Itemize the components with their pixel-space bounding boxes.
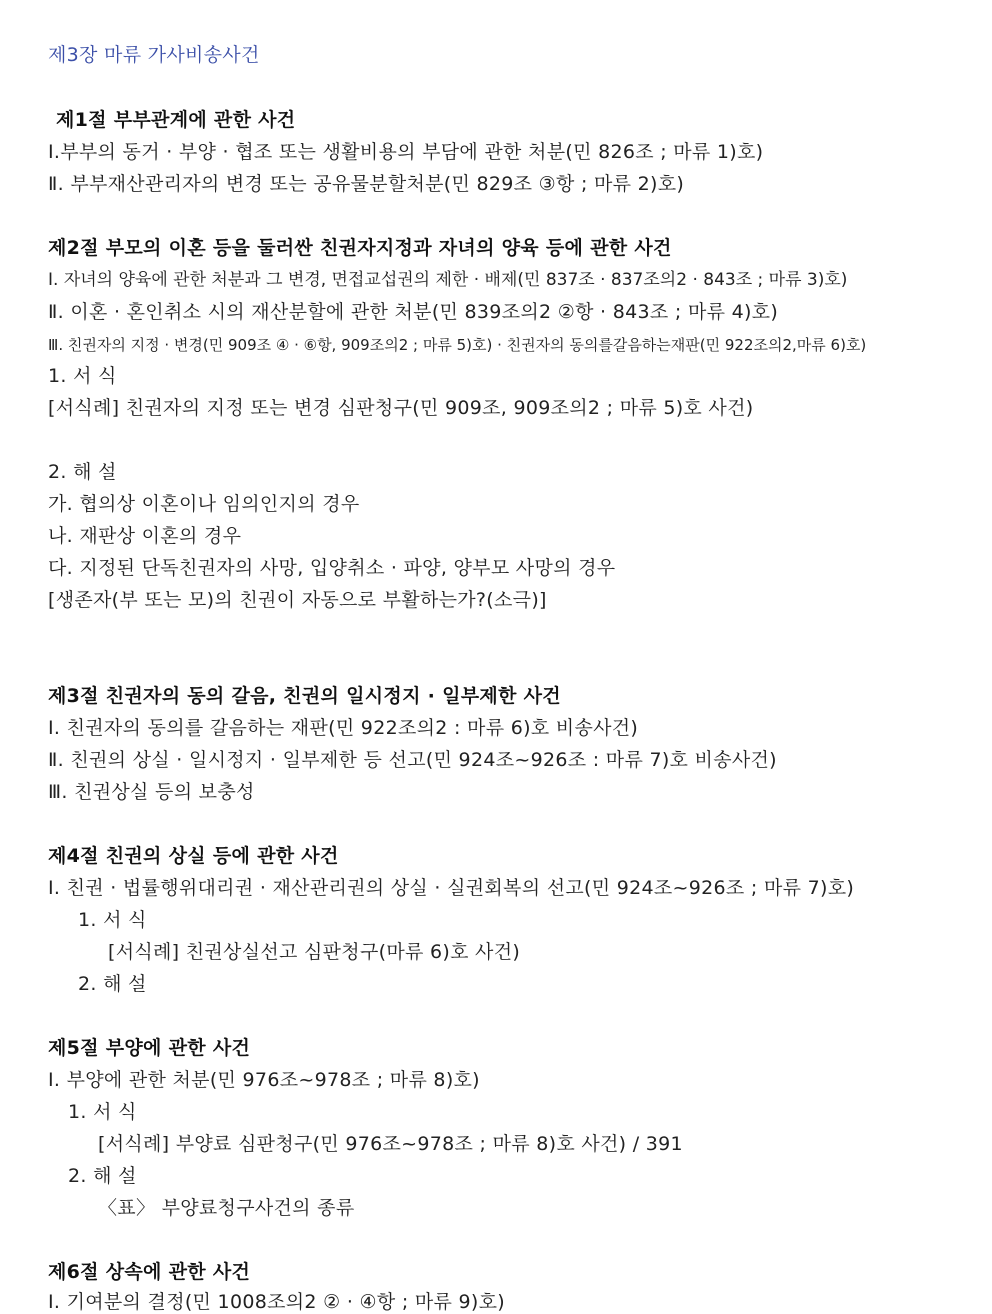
list-item: Ⅰ. 자녀의 양육에 관한 처분과 그 변경, 면접교섭권의 제한 · 배제(민 837조 · 837조의2 · 843조 ; 마류 3)호) (48, 270, 848, 290)
list-item: Ⅱ. 이혼 · 혼인취소 시의 재산분할에 관한 처분(민 839조의2 ②항 · 843조 ; 마류 4)호) (48, 301, 779, 323)
list-item: Ⅰ. 부양에 관한 처분(민 976조~978조 ; 마류 8)호) (48, 1069, 480, 1091)
section-title-4: 제4절 친권의 상실 등에 관한 사건 (48, 845, 339, 867)
list-item: Ⅰ.부부의 동거 · 부양 · 협조 또는 생활비용의 부담에 관한 처분(민 826조 ; 마류 1)호) (48, 141, 764, 163)
list-item: Ⅲ. 친권상실 등의 보충성 (48, 781, 255, 803)
list-item: Ⅰ. 친권자의 동의를 갈음하는 재판(민 922조의2 : 마류 6)호 비송사건) (48, 717, 639, 739)
list-item: Ⅱ. 친권의 상실 · 일시정지 · 일부제한 등 선고(민 924조~926조 : 마류 7)호 비송사건) (48, 749, 777, 771)
list-item: Ⅲ. 친권자의 지정 · 변경(민 909조 ④ · ⑥항, 909조의2 ; 마류 5)호) · 친권자의 동의를갈음하는재판(민 922조의2,마류 6)호) (48, 336, 867, 354)
list-item: Ⅰ. 기여분의 결정(민 1008조의2 ② · ④항 ; 마류 9)호) (48, 1291, 505, 1313)
section-title-5: 제5절 부양에 관한 사건 (48, 1037, 251, 1059)
subheading: 2. 해 설 (68, 1165, 137, 1187)
list-item: Ⅱ. 부부재산관리자의 변경 또는 공유물분할처분(민 829조 ③항 ; 마류 2)호) (48, 173, 685, 195)
section-title-6: 제6절 상속에 관한 사건 (48, 1261, 251, 1283)
list-item: 가. 협의상 이혼이나 임의인지의 경우 (48, 493, 360, 515)
section-title-3: 제3절 친권자의 동의 갈음, 친권의 일시정지 · 일부제한 사건 (48, 685, 561, 707)
subheading: 1. 서 식 (78, 909, 147, 931)
section-title-1: 제1절 부부관계에 관한 사건 (56, 109, 296, 131)
form-example: [서식례] 친권상실선고 심판청구(마류 6)호 사건) (108, 941, 521, 963)
form-example: [서식례] 부양료 심판청구(민 976조~978조 ; 마류 8)호 사건) / 391 (98, 1133, 683, 1155)
subheading: 1. 서 식 (68, 1101, 137, 1123)
list-item: Ⅰ. 친권 · 법률행위대리권 · 재산관리권의 상실 · 실권회복의 선고(민 924조~926조 ; 마류 7)호) (48, 877, 855, 899)
section-title-2: 제2절 부모의 이혼 등을 둘러싼 친권자지정과 자녀의 양육 등에 관한 사건 (48, 237, 672, 259)
table-reference: 〈표〉 부양료청구사건의 종류 (98, 1197, 355, 1219)
subheading: 1. 서 식 (48, 365, 117, 387)
list-item: [생존자(부 또는 모)의 친권이 자동으로 부활하는가?(소극)] (48, 589, 547, 611)
chapter-title: 제3장 마류 가사비송사건 (48, 44, 260, 66)
subheading: 2. 해 설 (78, 973, 147, 995)
subheading: 2. 해 설 (48, 461, 117, 483)
form-example: [서식례] 친권자의 지정 또는 변경 심판청구(민 909조, 909조의2 ; 마류 5)호 사건) (48, 397, 754, 419)
list-item: 다. 지정된 단독친권자의 사망, 입양취소 · 파양, 양부모 사망의 경우 (48, 557, 616, 579)
list-item: 나. 재판상 이혼의 경우 (48, 525, 242, 547)
